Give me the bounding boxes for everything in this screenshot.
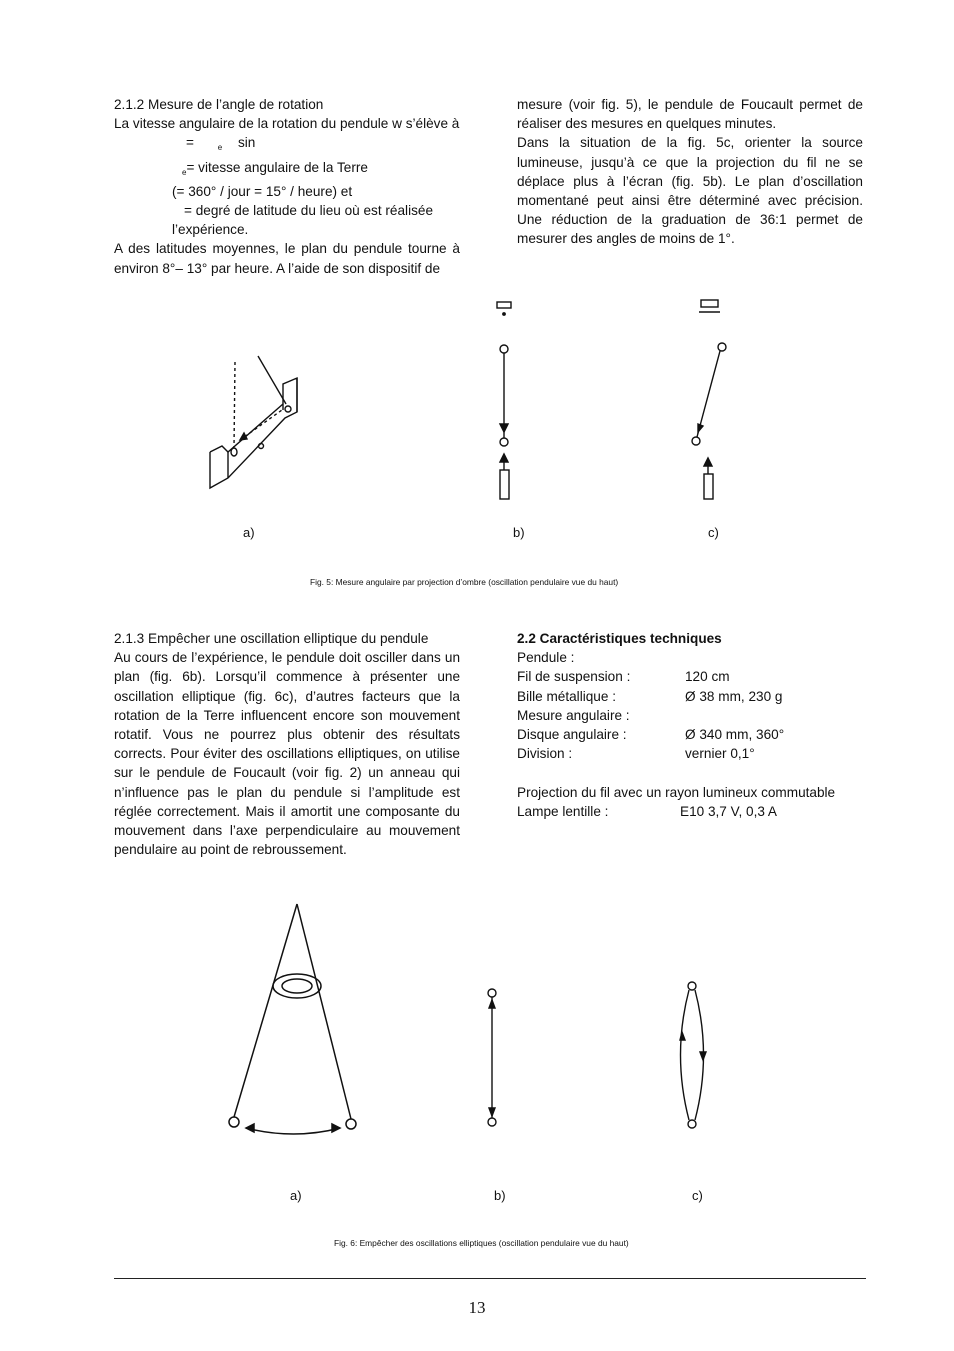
definition-omega-e: $_e$= vitesse angulaire de la Terre (182, 159, 368, 177)
pendule-label: Pendule : (517, 650, 575, 666)
section-22-heading: 2.2 Caractéristiques techniques (517, 631, 722, 646)
section-212-heading: 2.1.2 Mesure de l’angle de rotation (114, 97, 324, 112)
fig5-label-a: a) (243, 525, 255, 540)
page-number: 13 (468, 1298, 486, 1317)
spec-row (517, 744, 863, 763)
section-213-heading: 2.1.3 Empêcher une oscillation elliptique du pendule (114, 631, 429, 646)
fig6a-drawing (229, 904, 356, 1134)
section-212-left (114, 95, 460, 278)
fig6b-drawing (488, 989, 496, 1126)
lamp-value: E10 3,7 V, 0,3 A (680, 803, 778, 819)
spec-value: Ø 38 mm, 230 g (685, 688, 783, 704)
fig5-label-c: c) (708, 525, 719, 540)
section-212-right-para2: Dans la situation de la fig. 5c, orienter la source lumineuse, jusqu’à ce que la projection du fil ne se déplace plus à l’écran (fig. 5b). Le plan d’oscillation momentané peut ainsi être déterminé avec précision. Une réduction de la graduation de 36:1 permet de mesurer des angles de moins de 1°. (517, 135, 863, 247)
definition-rate: (= 360° / jour = 15° / heure) et (172, 183, 353, 199)
section-212-paragraph: A des latitudes moyennes, le plan du pendule tourne à environ 8°– 13° par heure. A l’aide de son dispositif de (114, 241, 460, 276)
fig5b-drawing (497, 302, 511, 499)
spacer (517, 763, 863, 782)
fig6-label-b: b) (494, 1188, 506, 1203)
section-213 (114, 629, 460, 859)
spec-row (517, 687, 863, 706)
spec-value: Ø 340 mm, 360° (685, 727, 785, 743)
definition-latitude: = degré de latitude du lieu où est réalisée (184, 203, 434, 219)
spec-key: Division : (517, 746, 573, 762)
formula-sin: sin (237, 135, 256, 151)
fig5c-drawing (692, 300, 726, 499)
formula-eq: = (186, 135, 194, 151)
spec-key: Fil de suspension : (517, 669, 631, 685)
section-22 (517, 629, 863, 821)
spec-key: Disque angulaire : (517, 727, 627, 743)
footer-rule (114, 1278, 866, 1279)
mesure-label: Mesure angulaire : (517, 707, 630, 723)
projection-text: Projection du fil avec un rayon lumineux commutable (517, 784, 836, 800)
formula-line (114, 133, 460, 157)
lamp-key: Lampe lentille : (517, 803, 609, 819)
fig6-label-c: c) (692, 1188, 703, 1203)
spec-value: vernier 0,1° (685, 746, 755, 762)
definition-experience: l’expérience. (172, 222, 249, 238)
section-212-right (517, 95, 863, 249)
spec-value: 120 cm (685, 669, 730, 685)
fig6c-drawing (680, 982, 706, 1128)
section-212-right-para1: mesure (voir fig. 5), le pendule de Foucault permet de réaliser des mesures en quelques minutes. (517, 97, 863, 132)
section-212-intro: La vitesse angulaire de la rotation du pendule w s’élève à (114, 116, 460, 132)
fig6-label-a: a) (290, 1188, 302, 1203)
formula-sub: e (217, 143, 223, 153)
spec-row (517, 725, 863, 744)
spec-key: Bille métallique : (517, 688, 616, 704)
fig6-caption: Fig. 6: Empêcher des oscillations elliptiques (oscillation pendulaire vue du haut) (334, 1238, 629, 1248)
definition-sub: e (182, 167, 187, 177)
fig5a-drawing (210, 356, 297, 488)
section-213-body: Au cours de l’expérience, le pendule doit osciller dans un plan (fig. 6b). Lorsqu’il commence à présenter une oscillation elliptique (fig. 6c), d’autres facteurs que la rotation de la Terre influencent encore son mouvement rotatif. Vous ne pourrez plus obtenir des résultats corrects. Pour éviter des oscillations elliptiques, on utilise sur le pendule de Foucault (voir fig. 2) un anneau qui n’influence pas le plan du pendule si l’amplitude est réglée correctement. Mais il amortit une composante du mouvement dans l’axe perpendiculaire au mouvement pendulaire au point de rebroussement. (114, 650, 460, 858)
spec-row (517, 667, 863, 686)
fig5-caption: Fig. 5: Mesure angulaire par projection d’ombre (oscillation pendulaire vue du haut) (310, 577, 619, 587)
lamp-row (517, 802, 863, 821)
fig5-label-b: b) (513, 525, 525, 540)
